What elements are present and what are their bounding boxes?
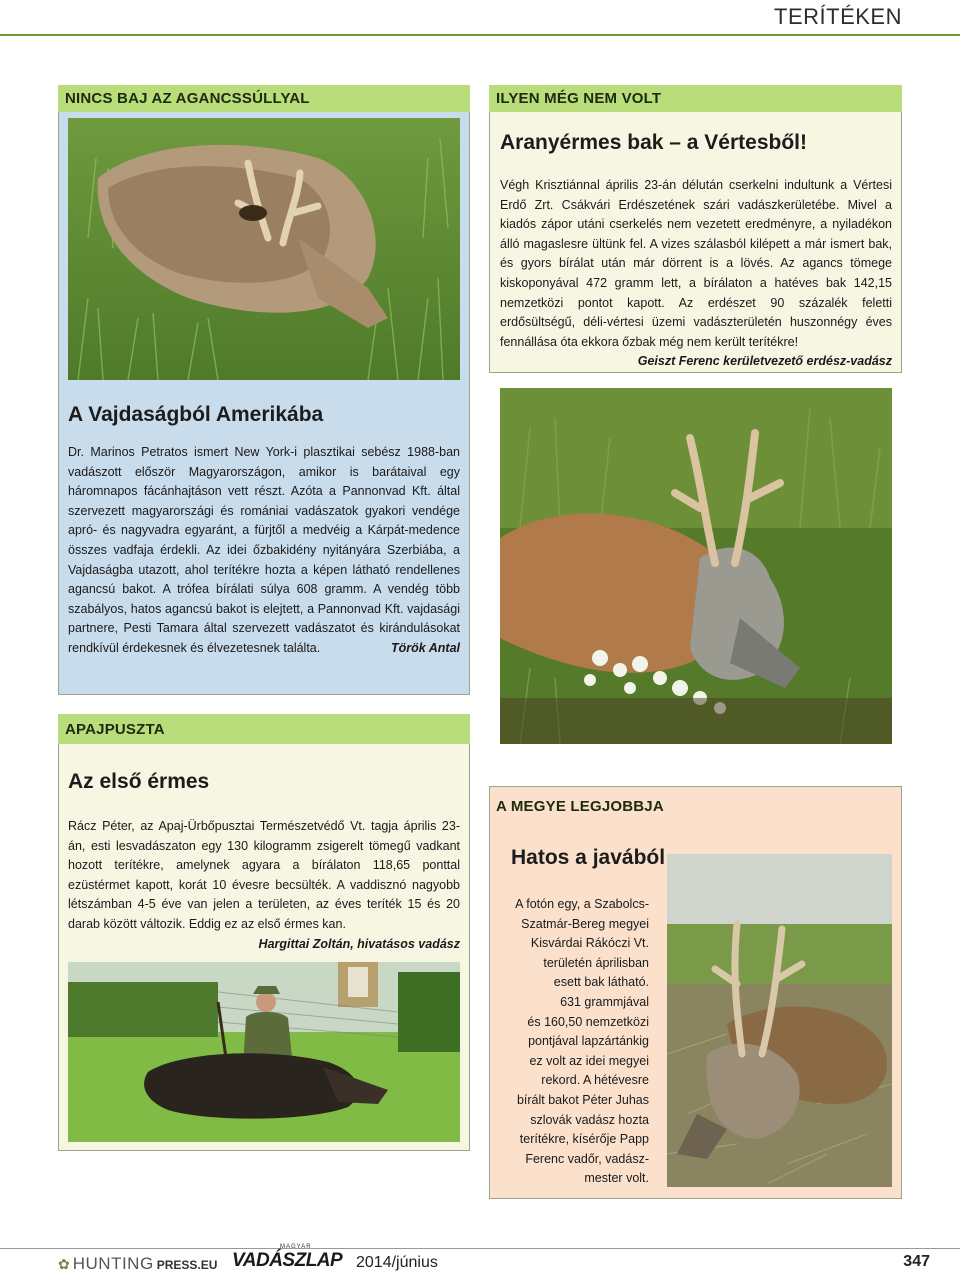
article-text-vertes: Végh Krisztiánnal április 23-án délután cserkelni indultunk a Vértesi Erdő Zrt. Csákvári Erdészetének szári vadászkerületébe. Mivel a kiadós zápor utáni cserkelés nem vezetett eredményre, a nyiladékon álló magaslesre ültünk fel. A vizes szálasból kilépett a már ismert bak, és gyors bírálat után már dörrent is a lövés. Az agancs tömege kiskoponyával 472 gramm lett, a bírálaton a hatéves bak 142,15 nemzetközi pontot kapott. Az erdészet 90 százalék feletti erdősültségű, déli-vértesi üzemi vadászterületén huszonnégy éves fennállása óta ekkora őzbak még nem került terítékre! bbox=[500, 178, 892, 349]
section-header: TERÍTÉKEN bbox=[774, 4, 902, 29]
article-author-agancs: Török Antal bbox=[391, 640, 460, 655]
article-body-apaj bbox=[68, 817, 460, 954]
article-title-megye: Hatos a javából bbox=[511, 846, 666, 869]
article-author-vertes: Geiszt Ferenc kerületvezető erdész-vadász bbox=[637, 354, 892, 369]
photo-hunter-boar bbox=[68, 962, 460, 1142]
photo-deer-grass bbox=[68, 118, 460, 380]
megye-line: Szatmár-Bereg megyei bbox=[521, 916, 649, 931]
photo-deer-field bbox=[667, 854, 892, 1187]
article-title-agancs: A Vajdaságból Amerikába bbox=[68, 403, 324, 426]
footer-logo-hunting bbox=[58, 1254, 217, 1274]
footer-logo-vadaszlap bbox=[232, 1244, 350, 1274]
megye-line: szlovák vadász hozta bbox=[530, 1112, 649, 1127]
footer-rule bbox=[0, 1248, 960, 1249]
article-title-apaj: Az első érmes bbox=[68, 770, 210, 793]
hunting-brand: HUNTING bbox=[72, 1254, 154, 1273]
megye-line: rekord. A hétévesre bbox=[541, 1073, 649, 1088]
megye-line: terítékre, kísérője Papp bbox=[519, 1132, 649, 1147]
megye-line: Ferenc vadőr, vadász- bbox=[525, 1151, 649, 1166]
article-text-apaj: Rácz Péter, az Apaj-Ürbőpusztai Természetvédő Vt. tagja április 23-án, esti lesvadászaton egy 130 kilogramm zsigerelt tömegű vadkant hozott terítékre, amelynek agyara a bírálaton 118,65 ponttal ezüstérmet kapott, korát 10 évesre becsülték. A vaddisznó nagyobb létszámban 4-5 éve van jelen a területen, az éves teríték 15 és 20 darab között változik. Eddig ez az első érmes kan. bbox=[68, 819, 460, 931]
megye-line: ez volt az idei megyei bbox=[529, 1053, 649, 1068]
megye-line: bírált bakot Péter Juhas bbox=[516, 1092, 649, 1107]
hunting-brand-suffix: PRESS.EU bbox=[156, 1258, 218, 1272]
megye-line: mester volt. bbox=[584, 1171, 649, 1186]
section-label-agancs: NINCS BAJ AZ AGANCSSÚLLYAL bbox=[58, 85, 470, 112]
section-label-apaj: APAJPUSZTA bbox=[58, 714, 470, 744]
megye-line: és 160,50 nemzetközi bbox=[527, 1014, 649, 1029]
article-text-agancs: Dr. Marinos Petratos ismert New York-i plasztikai sebész 1988-ban vadászott először Magyarországon, amikor is barátaival egy háromnapos fácánhajtáson vett részt. Azóta a Pannonvad Kft. által szervezett magyarországi és romániai vadászatok gyakori vendége apró- és nagyvadra egyaránt, a fürjtől a medvéig a Kárpát-medence összes vadfaja érdekli. Az idei őzbakidény nyitányára Szerbiába, a Vajdaságba utazott, ahol terítékre hozta a képen látható rendellenes agancsú bakot. A trófea bírálati súlya 608 gramm. A vendég több szabályos, hatos agancsú bakot is elejtett, a Pannonvad Kft. vajdasági partnere, Pesti Tamara által szervezett vadászatot és kirándulásokat rendkívül érdekesnek és élvezetesnek találta. bbox=[68, 445, 460, 655]
article-title-vertes: Aranyérmes bak – a Vértesből! bbox=[500, 131, 807, 154]
megye-line: Kisvárdai Rákóczi Vt. bbox=[530, 936, 649, 951]
article-body-agancs bbox=[68, 443, 460, 659]
photo-deer-flowers bbox=[500, 388, 892, 744]
footer-issue: 2014/június bbox=[356, 1254, 438, 1271]
section-label-megye: A MEGYE LEGJOBBJA bbox=[496, 798, 664, 815]
megye-line: A fotón egy, a Szabolcs- bbox=[515, 897, 649, 911]
vadaszlap-top: MAGYAR bbox=[280, 1244, 312, 1250]
megye-line: esett bak látható. bbox=[553, 975, 649, 990]
vadaszlap-brand: VADÁSZLAP bbox=[232, 1250, 343, 1271]
leaf-icon: ✿ bbox=[58, 1256, 70, 1272]
megye-line: területén áprilisban bbox=[543, 955, 649, 970]
page-number: 347 bbox=[903, 1253, 930, 1270]
article-body-vertes bbox=[500, 176, 892, 372]
megye-line: pontjával lapzártánkig bbox=[528, 1034, 649, 1049]
article-author-apaj: Hargittai Zoltán, hivatásos vadász bbox=[258, 936, 460, 951]
article-body-megye bbox=[498, 895, 649, 1189]
header-rule bbox=[0, 34, 960, 36]
megye-line: 631 grammjával bbox=[560, 994, 649, 1009]
section-label-vertes: ILYEN MÉG NEM VOLT bbox=[489, 85, 902, 112]
